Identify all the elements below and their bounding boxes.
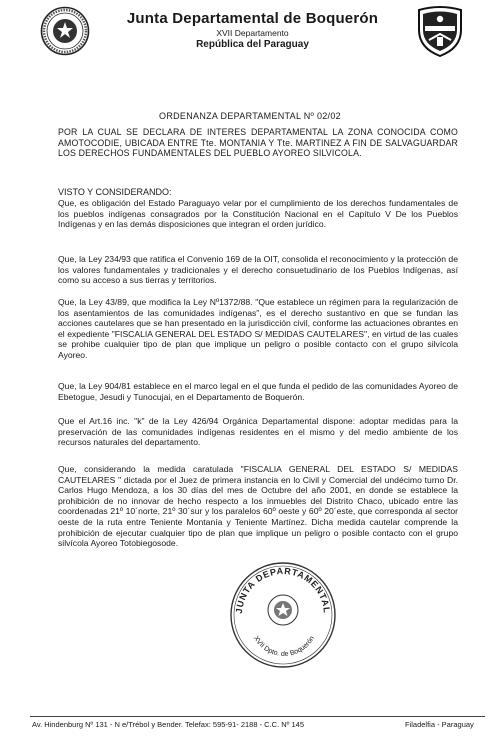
considering-paragraph: Que el Art.16 inc. "k" de la Ley 426/94 Orgánica Departamental dispone: adoptar medidas para la preservación de las comunidades indígenas residentes en el mismo y del medio ambiente de los recursos naturales del departamento. [58, 416, 458, 448]
boqueron-shield-icon [415, 4, 465, 58]
ordinance-title: ORDENANZA DEPARTAMENTAL Nº 02/02 [159, 111, 341, 121]
footer-city: Filadelfia - Paraguay [405, 720, 474, 729]
paraguay-seal-icon [40, 6, 90, 56]
country-line: República del Paraguay [196, 39, 309, 50]
stamp-outer-text: JUNTA DEPARTAMENTAL [233, 565, 333, 614]
considering-paragraph: Que, considerando la medida caratulada "FISCALIA GENERAL DEL ESTADO S/ MEDIDAS CAUTELARES " dictada por el Juez de primera instancia en lo Civil y Comercial del undécimo turno Dr. Carlos Hugo Mendoza, a los 30 días del mes de Octubre del año 2001, en donde se establece la prohibición de no innovar de hecho respecto a los inmuebles del Distrito Chaco, ubicado entre las coordenadas 21º 10´norte, 21º 30´sur y los paralelos 60º oeste y 60º 20´este, que corresponda al sector oeste de la ruta entre Teniente Montanía y Teniente Martínez. Dicha medida cautelar comprende la prohibición de ejecutar cualquier tipo de plan que implique un peligro o posible contacto con el grupo silvícola Ayoreo Totobiegosode. [58, 464, 458, 549]
svg-text:XVII Dpto. de Boquerón [252, 635, 316, 658]
organization-title: Junta Departamental de Boquerón [126, 10, 379, 27]
considering-paragraph: Que, la Ley 43/89, que modifica la Ley Nº1372/88. "Que establece un régimen para la regularización de los asentamientos de las comunidades indígenas", es el derecho sustantivo en que se fundan las acciones cautelares que se han presentado en la jurisdicción civil, conforme las actuaciones obrantes en el expediente "FISCALIA GENERAL DEL ESTADO S/ MEDIDAS CAUTELARES", en virtud de las cuales se prohibe cualquier tipo de plan que implique un peligro o posible contacto con el grupo silvícola Ayoreo. [58, 297, 458, 360]
letterhead [100, 10, 405, 51]
visto-heading: VISTO Y CONSIDERANDO: [58, 187, 172, 197]
considering-paragraph: Que, la Ley 904/81 establece en el marco legal en el que funda el pedido de las comunidades Ayoreo de Ebetogue, Jesudi y Tunocujai, en el Departamento de Boquerón. [58, 381, 458, 402]
stamp-inner-text: XVII Dpto. de Boquerón [252, 635, 316, 659]
footer-divider [30, 716, 485, 717]
considering-paragraph: Que, es obligación del Estado Paraguayo velar por el cumplimiento de los derechos fundamentales de los pueblos indígenas consagrados por la Constitución Nacional en el Capítulo V De los Pueblos Indígenas y en las demás disposiciones que integran el orden jurídico. [58, 198, 458, 230]
department-line: XVII Departamento [216, 28, 289, 38]
official-stamp [228, 560, 338, 670]
considering-paragraph: Que, la Ley 234/93 que ratifica el Convenio 169 de la OIT, consolida el reconocimiento y la protección de los valores fundamentales y tradicionales y el derecho consuetudinario de los Pueblos Indígenas, así como su acceso a sus tierras y territorios. [58, 254, 458, 286]
ordinance-subject: POR LA CUAL SE DECLARA DE INTERES DEPARTAMENTAL LA ZONA CONOCIDA COMO AMOTOCODIE, UBICADA ENTRE Tte. MONTANIA Y Tte. MARTINEZ A FIN DE SALVAGUARDAR LOS DERECHOS FUNDAMENTALES DEL PUEBLO AYOREO SILVICOLA. [58, 127, 458, 158]
footer-address: Av. Hindenburg Nº 131 - N e/Trébol y Bender. Telefax: 595-91- 2188 - C.C. Nº 145 [32, 720, 305, 729]
